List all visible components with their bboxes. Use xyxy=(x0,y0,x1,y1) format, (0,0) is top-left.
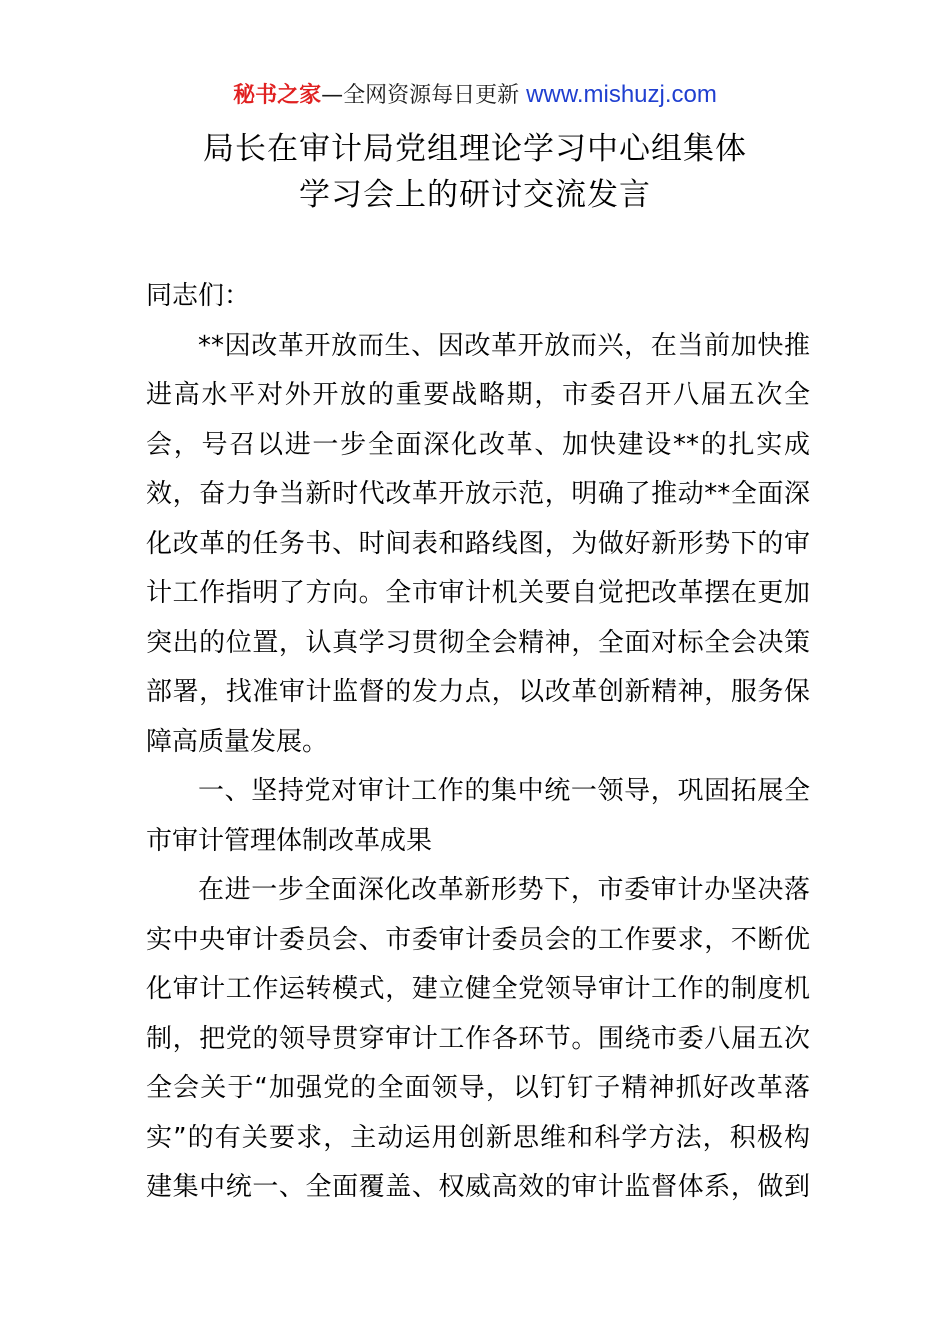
salutation-text: 同志们： xyxy=(146,281,251,311)
header-dash: — xyxy=(321,83,344,108)
paragraph-line: 实中央审计委员会、市委审计委员会的工作要求，不断优 xyxy=(146,924,810,955)
paragraph-line: 化审计工作运转模式，建立健全党领导审计工作的制度机 xyxy=(146,974,810,1004)
paragraph-line: 部署，找准审计监督的发力点，以改革创新精神，服务保 xyxy=(146,677,810,707)
document-body xyxy=(146,272,810,1213)
paragraph-line: **因改革开放而生、因改革开放而兴，在当前加快推 xyxy=(198,330,810,361)
salutation xyxy=(146,272,810,322)
header-tagline: 全网资源每日更新 xyxy=(343,83,520,108)
paragraph-line: 进高水平对外开放的重要战略期，市委召开八届五次全 xyxy=(146,380,810,410)
site-header xyxy=(0,78,950,113)
paragraph-line: 实”的有关要求，主动运用创新思维和科学方法，积极构 xyxy=(146,1122,810,1153)
brand-name: 秘书之家 xyxy=(233,83,322,108)
paragraph-line: 在进一步全面深化改革新形势下，市委审计办坚决落 xyxy=(198,875,810,905)
paragraph-line: 制，把党的领导贯穿审计工作各环节。围绕市委八届五次 xyxy=(146,1023,810,1054)
site-url-link[interactable]: www.mishuzj.com xyxy=(526,81,717,108)
paragraph-line: 全会关于“加强党的全面领导，以钉钉子精神抓好改革落 xyxy=(146,1073,810,1103)
paragraph-line: 突出的位置，认真学习贯彻全会精神，全面对标全会决策 xyxy=(146,627,810,658)
section-heading-1 xyxy=(146,767,810,866)
heading-line: 一、坚持党对审计工作的集中统一领导，巩固拓展全 xyxy=(198,776,810,806)
title-line-2: 学习会上的研讨交流发言 xyxy=(299,177,651,213)
paragraph-2 xyxy=(146,866,810,1213)
document-title xyxy=(0,126,950,218)
paragraph-line: 化改革的任务书、时间表和路线图，为做好新形势下的审 xyxy=(146,528,810,559)
paragraph-line: 障高质量发展。 xyxy=(146,726,329,757)
paragraph-line: 计工作指明了方向。全市审计机关要自觉把改革摆在更加 xyxy=(146,578,810,608)
paragraph-1 xyxy=(146,322,810,768)
paragraph-line: 效，奋力争当新时代改革开放示范，明确了推动**全面深 xyxy=(146,479,810,509)
heading-line: 市审计管理体制改革成果 xyxy=(146,825,433,856)
paragraph-line: 建集中统一、全面覆盖、权威高效的审计监督体系，做到 xyxy=(146,1172,810,1202)
paragraph-line: 会，号召以进一步全面深化改革、加快建设**的扎实成 xyxy=(146,429,810,460)
title-line-1: 局长在审计局党组理论学习中心组集体 xyxy=(203,131,747,167)
